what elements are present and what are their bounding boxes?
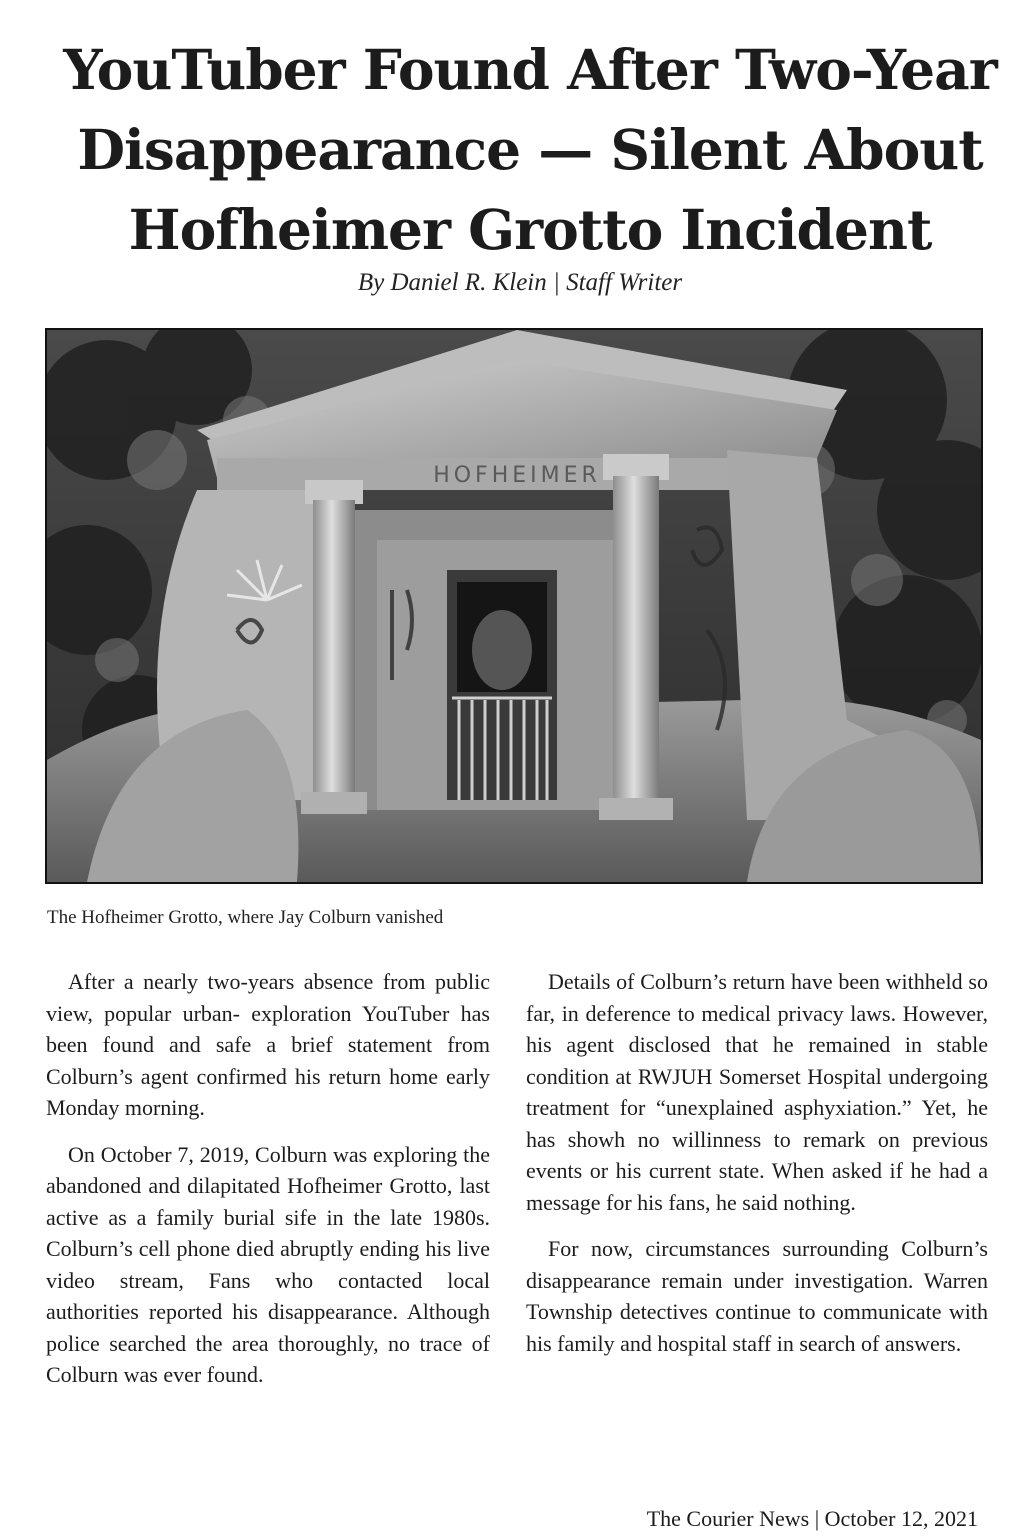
article-column-left: [46, 966, 490, 1406]
photo-caption: The Hofheimer Grotto, where Jay Colburn vanished: [47, 907, 444, 928]
publication-footer: The Courier News | October 12, 2021: [646, 1506, 978, 1531]
article-photo: [45, 328, 983, 884]
photo-inscription: HOFHEIMER: [433, 463, 601, 488]
paragraph: For now, circumstances surrounding Colburn’s disappearance remain under investigation. Warren Township detectives continue to communicate with his family and hospital staff in search of answers.: [526, 1236, 988, 1356]
paragraph: Details of Colburn’s return have been withheld so far, in deference to medical privacy laws. However, his agent disclosed that he remained in stable condition at RWJUH Somerset Hospital undergoing treatment for “unexplained asphyxiation.” Yet, he has showh no willinness to remark on previous events or his current state. When asked if he had a message for his fans, he said nothing.: [526, 969, 988, 1215]
paragraph: On October 7, 2019, Colburn was exploring the abandoned and dilapitated Hofheimer Grotto, last active as a family burial sife in the late 1980s. Colburn’s cell phone died abruptly ending his live video stream, Fans who contacted local authorities reported his disappearance. Although police searched the area thoroughly, no trace of Colburn was ever found.: [46, 1141, 490, 1387]
article-column-right: [526, 966, 988, 1374]
byline: By Daniel R. Klein | Staff Writer: [357, 269, 683, 296]
headline: YouTuber Found After Two-Year Disappearance — Silent About Hofheimer Grotto Incident: [63, 37, 997, 262]
paragraph: After a nearly two-years absence from public view, popular urban- exploration YouTuber has been found and safe a brief statement from Colburn’s agent confirmed his return home early Monday morning.: [46, 969, 490, 1120]
